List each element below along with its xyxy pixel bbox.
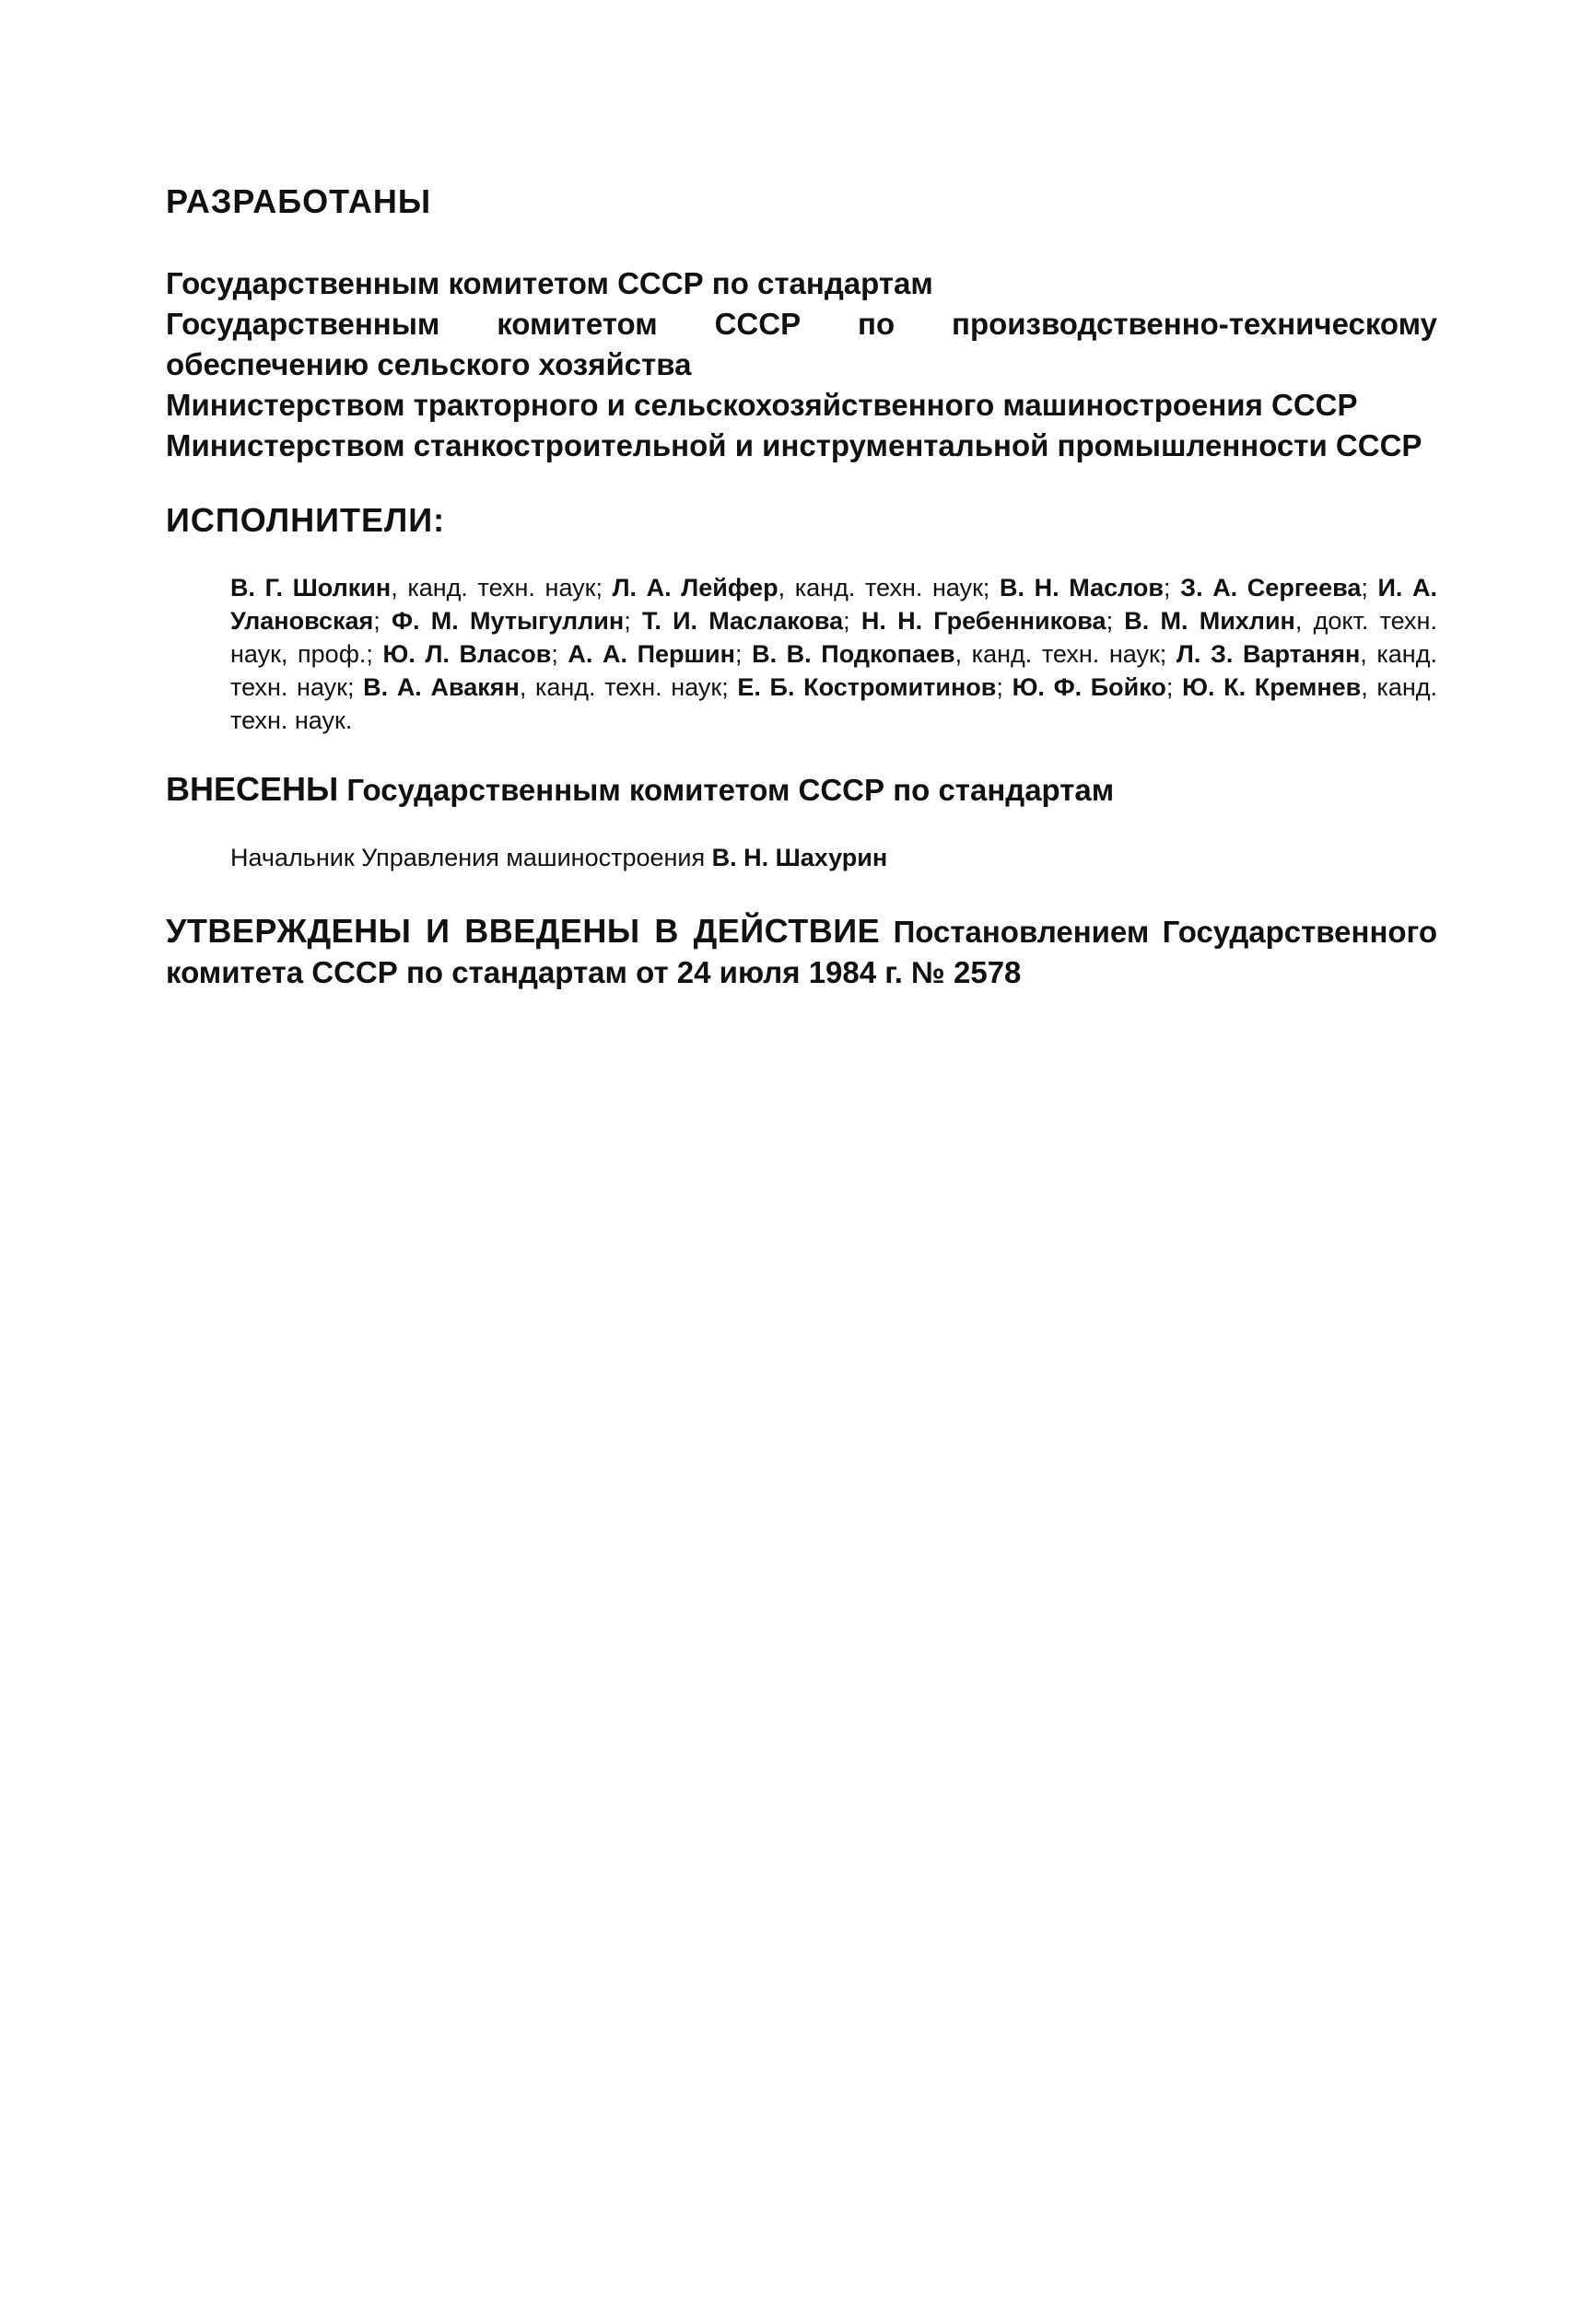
author-credentials: , канд. техн. наук; xyxy=(778,574,1001,601)
developed-heading: РАЗРАБОТАНЫ xyxy=(166,182,432,220)
developer-org: Министерством тракторного и сельскохозяйственного машиностроения СССР xyxy=(166,388,1358,422)
author-name: В. Г. Шолкин xyxy=(230,574,392,601)
author-name: И. А. Улановская xyxy=(230,574,1438,635)
submitted-lead: ВНЕСЕНЫ xyxy=(166,770,339,808)
author-name: В. М. Михлин xyxy=(1124,607,1295,635)
author-name: Л. А. Лейфер xyxy=(612,574,778,601)
author-credentials: ; xyxy=(1164,574,1181,601)
document-body xyxy=(166,182,1437,993)
author-credentials: ; xyxy=(843,607,861,635)
approved-lead: УТВЕРЖДЕНЫ И ВВЕДЕНЫ В ДЕЙСТВИЕ xyxy=(166,912,881,950)
developer-org: Государственным комитетом СССР по стандартам xyxy=(166,266,933,300)
author-credentials: , канд. техн. наук; xyxy=(230,640,1437,701)
author-credentials: ; xyxy=(1361,574,1378,601)
approved-text: Постановлением Государственного комитета СССР по стандартам от 24 июля 1984 г. № 2578 xyxy=(166,915,1438,989)
chief-name: В. Н. Шахурин xyxy=(711,844,888,871)
author-credentials: , канд. техн. наук; xyxy=(519,673,738,701)
developer-org: Государственным комитетом СССР по производственно-техническому обеспечению сельского хозяйства xyxy=(166,307,1437,381)
author-credentials: , канд. техн. наук; xyxy=(391,574,613,601)
author-name: А. А. Першин xyxy=(568,640,735,668)
author-name: Ю. Л. Власов xyxy=(382,640,552,668)
author-name: В. Н. Маслов xyxy=(1000,574,1165,601)
author-credentials: ; xyxy=(551,640,568,668)
submitted-statement xyxy=(166,770,1437,809)
approval-statement xyxy=(166,911,1437,993)
author-credentials: , канд. техн. наук. xyxy=(230,673,1438,734)
author-name: В. В. Подкопаев xyxy=(752,640,955,668)
performers-list xyxy=(230,571,1437,737)
author-name: З. А. Сергеева xyxy=(1180,574,1362,601)
author-credentials: , канд. техн. наук; xyxy=(954,640,1176,668)
developer-orgs-list xyxy=(166,263,1437,466)
author-credentials: ; xyxy=(1106,607,1125,635)
submitted-text: Государственным комитетом СССР по стандартам xyxy=(338,773,1115,807)
author-name: В. А. Авакян xyxy=(363,673,520,701)
author-credentials: ; xyxy=(1165,673,1183,701)
performers-heading: ИСПОЛНИТЕЛИ: xyxy=(166,501,446,539)
author-name: Ю. Ф. Бойко xyxy=(1012,673,1166,701)
author-name: Т. И. Маслакова xyxy=(641,607,844,635)
author-name: Ю. К. Кремнев xyxy=(1182,673,1362,701)
author-credentials: ; xyxy=(996,673,1013,701)
chief-title: Начальник Управления машиностроения xyxy=(230,844,712,871)
author-credentials: ; xyxy=(734,640,753,668)
author-credentials: ; xyxy=(624,607,642,635)
author-name: Л. З. Вартанян xyxy=(1176,640,1361,668)
author-name: Е. Б. Костромитинов xyxy=(737,673,997,701)
author-name: Ф. М. Мутыгуллин xyxy=(392,607,625,635)
author-name: Н. Н. Гребенникова xyxy=(860,607,1106,635)
author-credentials: , докт. техн. наук, проф.; xyxy=(230,607,1437,668)
author-credentials: ; xyxy=(373,607,392,635)
developer-org: Министерством станкостроительной и инструментальной промышленности СССР xyxy=(166,428,1422,462)
chief-line xyxy=(230,844,1437,872)
